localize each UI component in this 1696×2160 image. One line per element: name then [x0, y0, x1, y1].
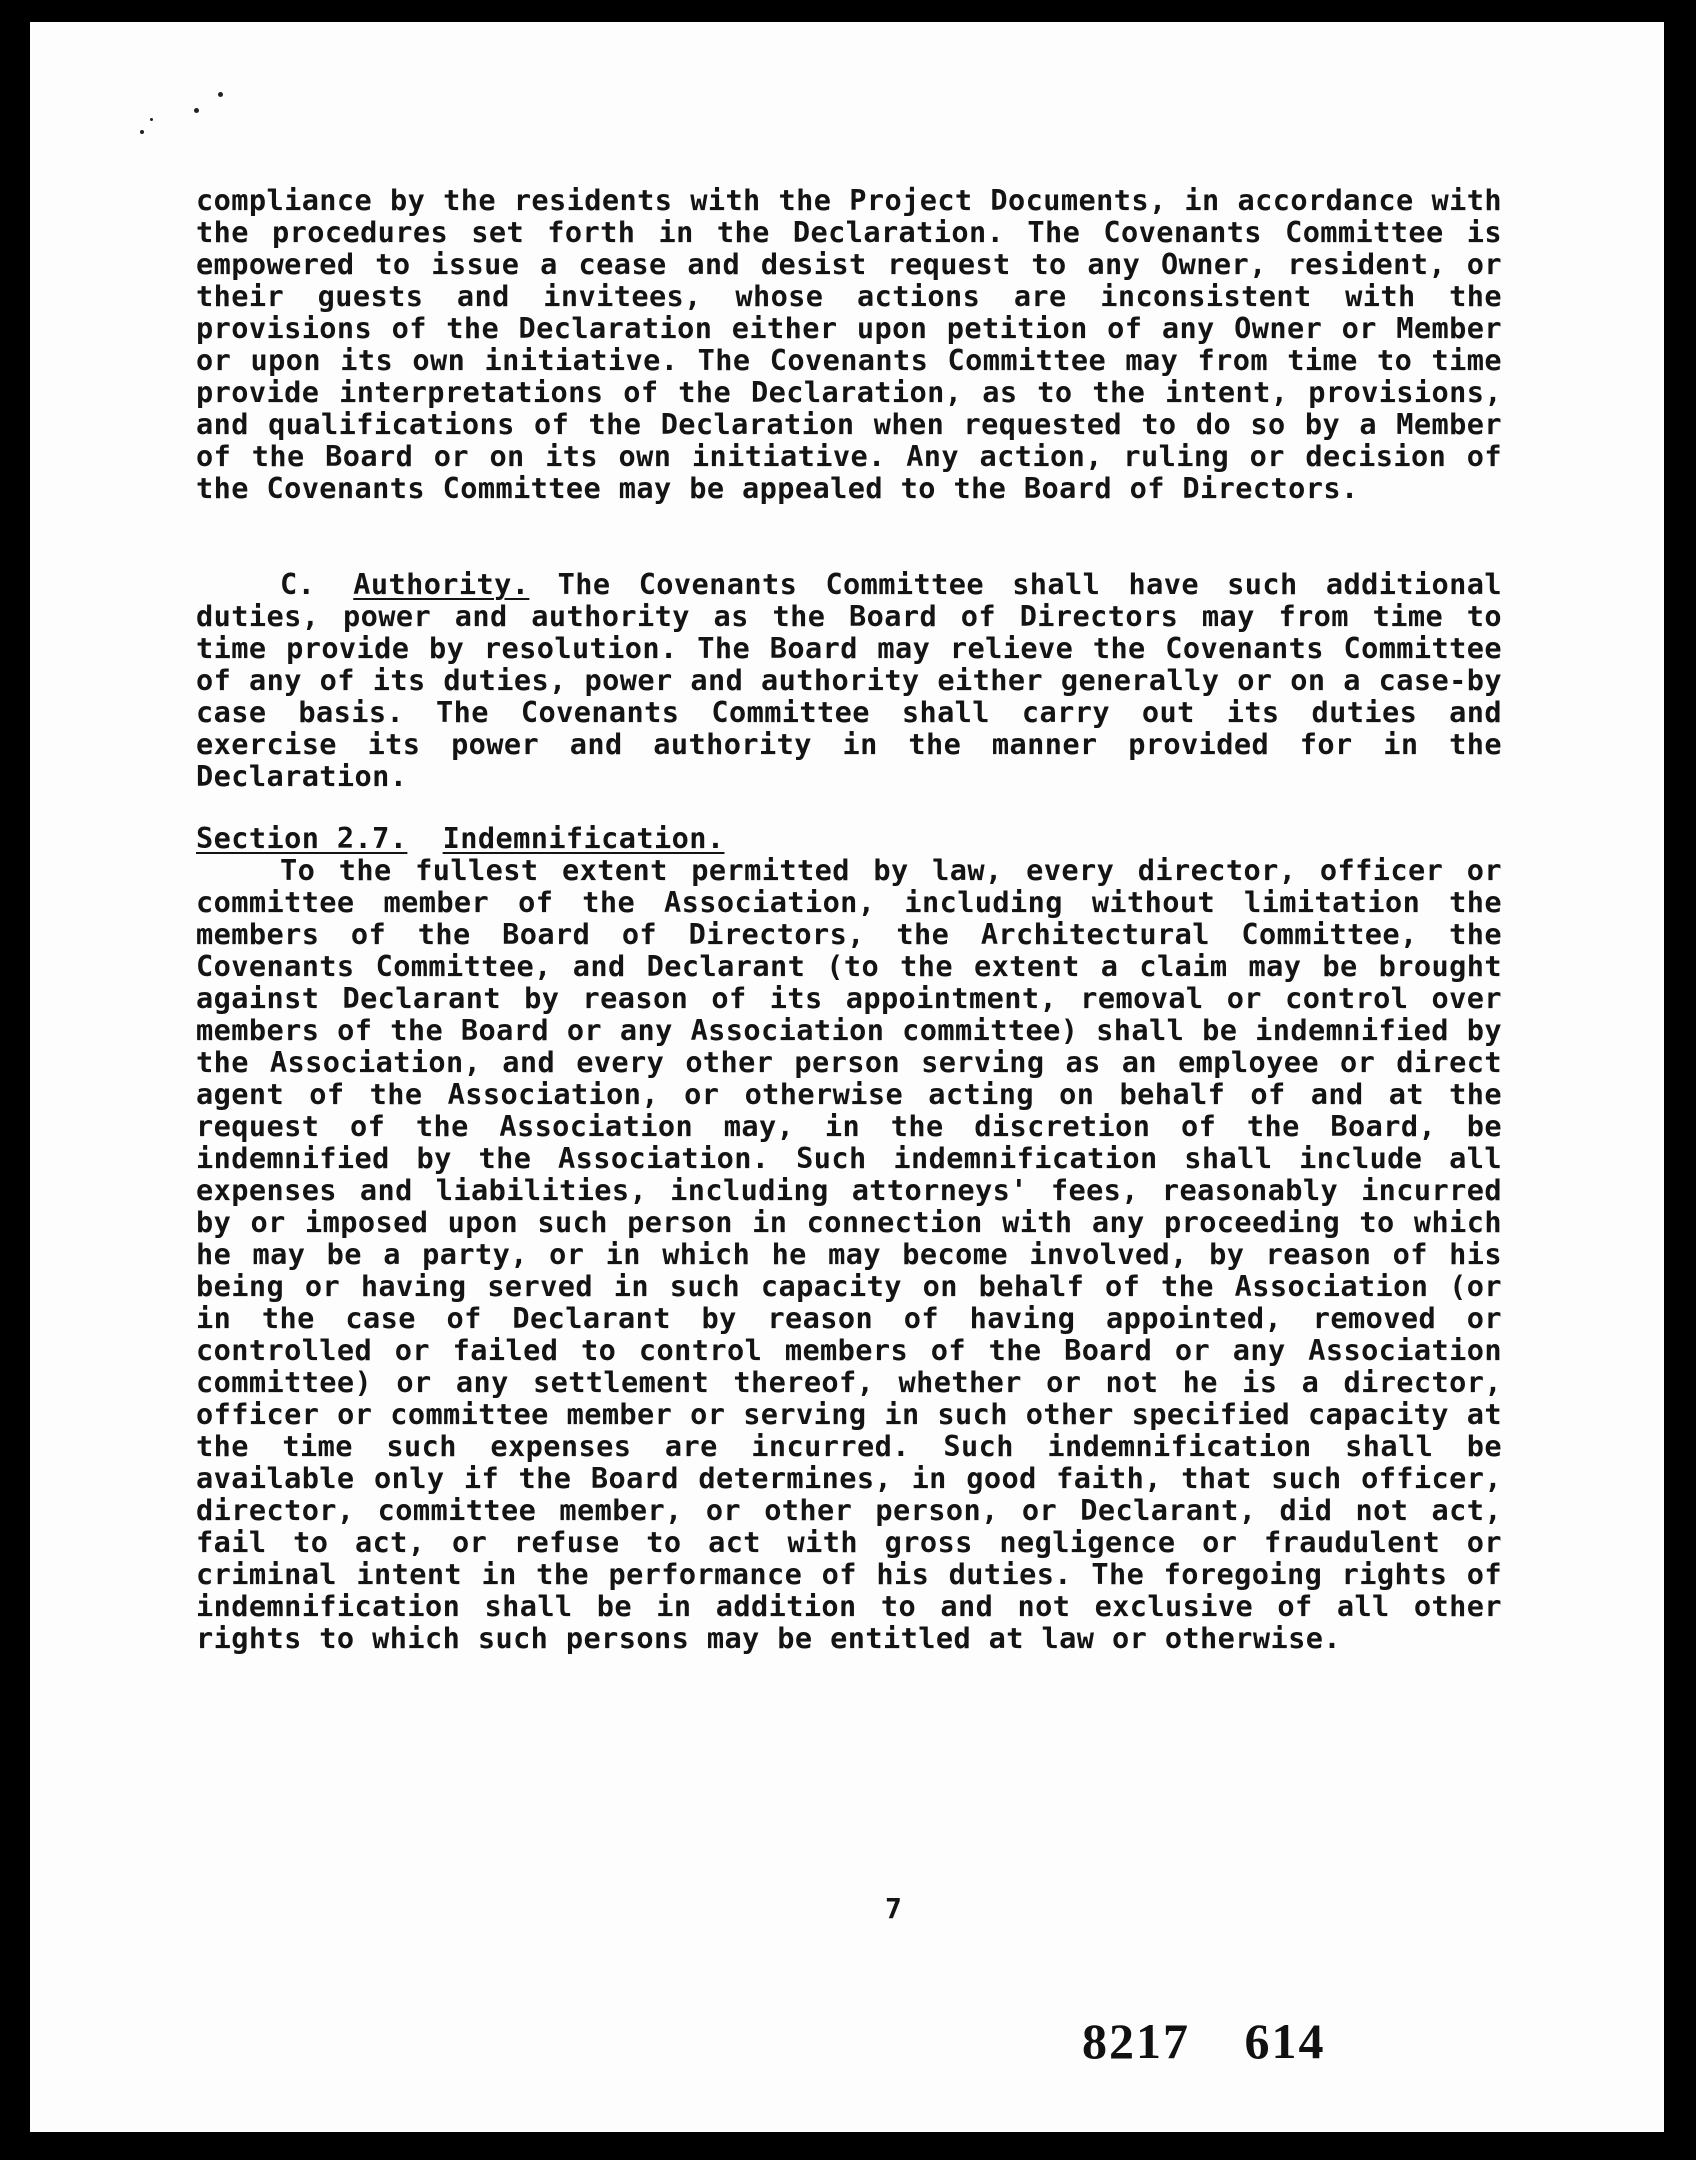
- document-code: 8217 614: [1082, 2013, 1326, 2069]
- page-number: 7: [885, 1892, 902, 1925]
- authority-label: C.: [280, 567, 316, 601]
- authority-text: The Covenants Committee shall have such additional duties, power and authority as the Board of Directors may from time to time provide by resolution. The Board may relieve the Covenants Committee of any of its duties, power and authority either generally or on a case-by case basis. The Covenants Committee shall carry out its duties and exercise its power and authority in the manner provided for in the Declaration.: [196, 567, 1502, 793]
- speck-4: [150, 118, 153, 121]
- section-number: Section 2.7.: [196, 821, 408, 855]
- section-title: Indemnification.: [442, 821, 725, 855]
- document-page: [30, 22, 1664, 2132]
- authority-heading: Authority.: [353, 567, 530, 601]
- speck-3: [140, 130, 144, 134]
- speck-2: [194, 108, 199, 113]
- paragraph-authority: [196, 568, 1502, 792]
- speck-1: [218, 92, 223, 97]
- section-heading: [196, 822, 1502, 854]
- paragraph-compliance: compliance by the residents with the Project Documents, in accordance with the procedures set forth in the Declaration. The Covenants Committee is empowered to issue a cease and desist request to any Owner, resident, or their guests and invitees, whose actions are inconsistent with the provisions of the Declaration either upon petition of any Owner or Member or upon its own initiative. The Covenants Committee may from time to time provide interpretations of the Declaration, as to the intent, provisions, and qualifications of the Declaration when requested to do so by a Member of the Board or on its own initiative. Any action, ruling or decision of the Covenants Committee may be appealed to the Board of Directors.: [196, 183, 1502, 505]
- paragraph-indemnification: To the fullest extent permitted by law, every director, officer or committee member of the Association, including without limitation the members of the Board of Directors, the Architectural Committee, the Covenants Committee, and Declarant (to the extent a claim may be brought against Declarant by reason of its appointment, removal or control over members of the Board or any Association committee) shall be indemnified by the Association, and every other person serving as an employee or direct agent of the Association, or otherwise acting on behalf of and at the request of the Association may, in the discretion of the Board, be indemnified by the Association. Such indemnification shall include all expenses and liabilities, including attorneys' fees, reasonably incurred by or imposed upon such person in connection with any proceeding to which he may be a party, or in which he may become involved, by reason of his being or having served in such capacity on behalf of the Association (or in the case of Declarant by reason of having appointed, removed or controlled or failed to control members of the Board or any Association committee) or any settlement thereof, whether or not he is a director, officer or committee member or serving in such other specified capacity at the time such expenses are incurred. Such indemnification shall be available only if the Board determines, in good faith, that such officer, director, committee member, or other person, or Declarant, did not act, fail to act, or refuse to act with gross negligence or fraudulent or criminal intent in the performance of his duties. The foregoing rights of indemnification shall be in addition to and not exclusive of all other rights to which such persons may be entitled at law or otherwise.: [196, 853, 1502, 1655]
